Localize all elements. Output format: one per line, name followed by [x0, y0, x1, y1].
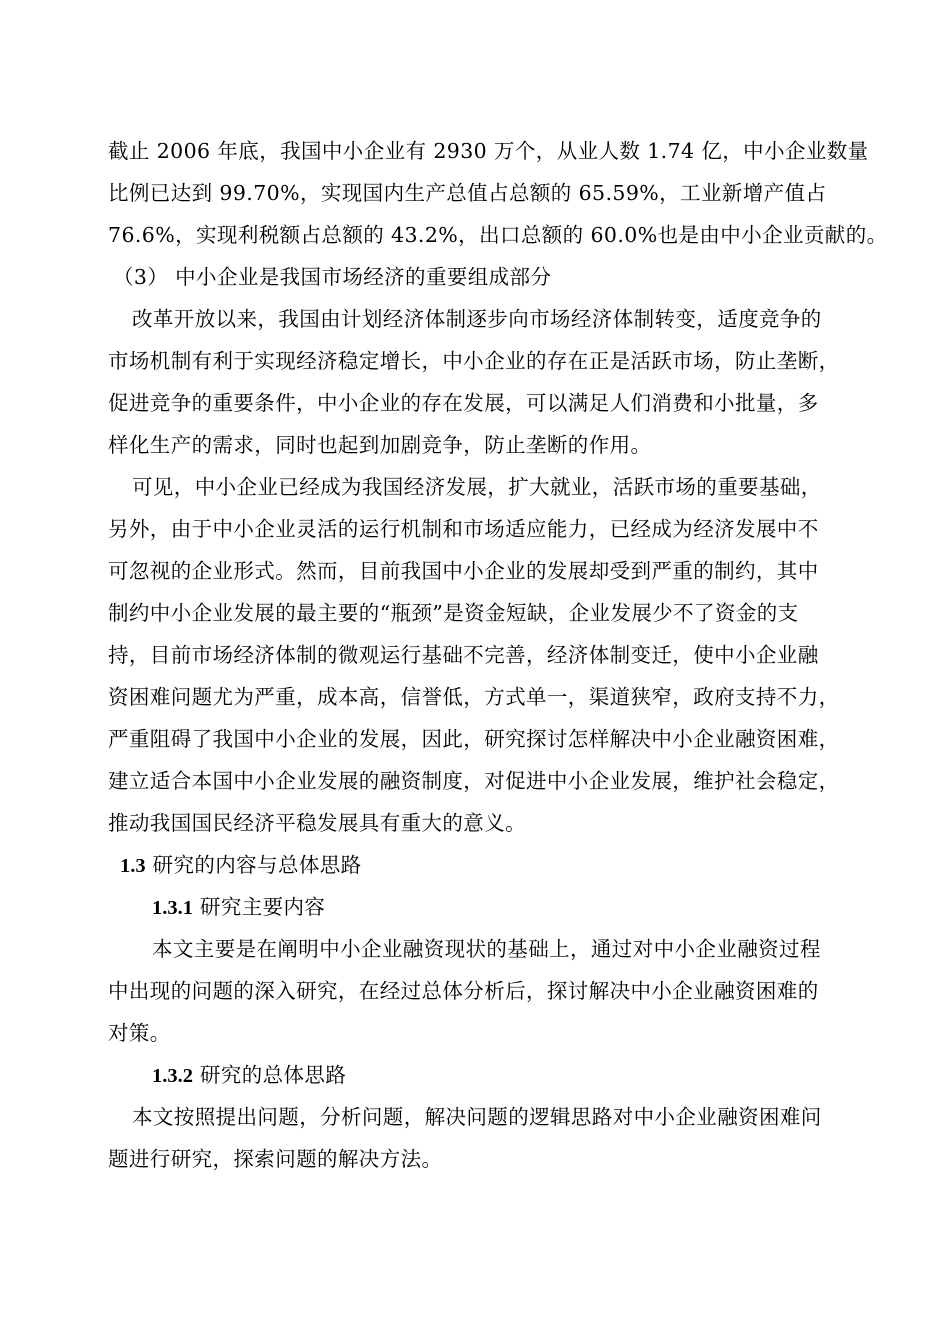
- section-number: 1.3: [120, 855, 146, 877]
- section-heading-1-3-2: [152, 1060, 346, 1091]
- section-title: 研究的内容与总体思路: [145, 853, 362, 877]
- list-item-3-heading: （3） 中小企业是我国市场经济的重要组成部分: [113, 265, 552, 289]
- paragraph-approach-line-1: 本文按照提出问题，分析问题，解决问题的逻辑思路对中小企业融资困难问: [132, 1105, 822, 1129]
- paragraph-reform-line-4: 样化生产的需求，同时也起到加剧竞争，防止垄断的作用。: [108, 433, 652, 457]
- section-title: 研究的总体思路: [193, 1063, 347, 1087]
- section-title: 研究主要内容: [193, 895, 326, 919]
- paragraph-significance-line-4: 制约中小企业发展的最主要的“瓶颈”是资金短缺，企业发展少不了资金的支: [108, 601, 799, 625]
- paragraph-approach-line-2: 题进行研究，探索问题的解决方法。: [108, 1147, 443, 1171]
- paragraph-reform-line-3: 促进竞争的重要条件，中小企业的存在发展，可以满足人们消费和小批量，多: [108, 391, 819, 415]
- paragraph-content-line-3: 对策。: [108, 1021, 171, 1045]
- paragraph-significance-line-6: 资困难问题尤为严重，成本高，信誉低，方式单一，渠道狭窄，政府支持不力，: [108, 685, 840, 709]
- paragraph-significance-line-1: 可见，中小企业已经成为我国经济发展，扩大就业，活跃市场的重要基础，: [132, 475, 822, 499]
- section-number: 1.3.1: [152, 897, 193, 919]
- paragraph-stats-line-2: 比例已达到 99.70%，实现国内生产总值占总额的 65.59%，工业新增产值占: [108, 181, 827, 205]
- paragraph-content-line-2: 中出现的问题的深入研究，在经过总体分析后，探讨解决中小企业融资困难的: [108, 979, 819, 1003]
- paragraph-reform-line-1: 改革开放以来，我国由计划经济体制逐步向市场经济体制转变，适度竞争的: [132, 307, 822, 331]
- section-heading-1-3: [120, 850, 362, 881]
- paragraph-stats-line-1: 截止 2006 年底，我国中小企业有 2930 万个，从业人数 1.74 亿，中小企业数量: [108, 139, 869, 163]
- paragraph-significance-line-9: 推动我国国民经济平稳发展具有重大的意义。: [108, 811, 526, 835]
- paragraph-content-line-1: 本文主要是在阐明中小企业融资现状的基础上，通过对中小企业融资过程: [152, 937, 821, 961]
- paragraph-significance-line-7: 严重阻碍了我国中小企业的发展，因此，研究探讨怎样解决中小企业融资困难，: [108, 727, 840, 751]
- paragraph-significance-line-8: 建立适合本国中小企业发展的融资制度，对促进中小企业发展，维护社会稳定，: [108, 769, 840, 793]
- paragraph-significance-line-2: 另外，由于中小企业灵活的运行机制和市场适应能力，已经成为经济发展中不: [108, 517, 819, 541]
- section-number: 1.3.2: [152, 1065, 193, 1087]
- section-heading-1-3-1: [152, 892, 325, 923]
- paragraph-significance-line-3: 可忽视的企业形式。然而，目前我国中小企业的发展却受到严重的制约，其中: [108, 559, 819, 583]
- paragraph-stats-line-3: 76.6%，实现利税额占总额的 43.2%，出口总额的 60.0%也是由中小企业贡献的。: [108, 223, 888, 247]
- paragraph-significance-line-5: 持，目前市场经济体制的微观运行基础不完善，经济体制变迁，使中小企业融: [108, 643, 819, 667]
- paragraph-reform-line-2: 市场机制有利于实现经济稳定增长，中小企业的存在正是活跃市场，防止垄断，: [108, 349, 840, 373]
